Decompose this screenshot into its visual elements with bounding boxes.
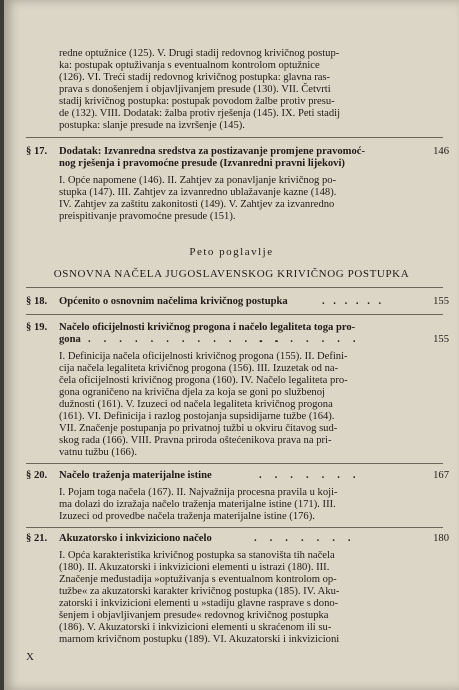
text-line: (161). VI. Definicija i razlog postojanja supsidijarne tužbe (164). bbox=[59, 411, 335, 422]
section-number: § 19. bbox=[26, 322, 48, 333]
section-title: nog rješenja i pravomoćne presude (Izvanredni pravni lijekovi) bbox=[59, 158, 345, 169]
page-number: 146 bbox=[433, 146, 449, 157]
text-line: de (132). VIII. Dodatak: žalba protiv rješenja (145). IX. Peti stadij bbox=[59, 108, 341, 119]
text-line: (180). II. Akuzatorski i inkvizicioni elementi u istrazi (180). III. bbox=[59, 562, 330, 573]
text-line: preispitivanje pravomoćne presude (151). bbox=[59, 211, 236, 222]
text-line: tužbe« za akuzatorski karakter krivičnog postupka (185). IV. Aku- bbox=[59, 586, 340, 597]
text-line: stupka (147). III. Zahtjev za izvanredno ublažavanje kazne (148). bbox=[59, 187, 337, 198]
text-line: (186). V. Akuzatorski i inkvizicioni elementi u skraćenom ili su- bbox=[59, 622, 332, 633]
text-line: skog rada (166). VIII. Pravna priroda oštećenikova prava na pri- bbox=[59, 435, 332, 446]
page-number: 167 bbox=[433, 470, 449, 481]
text-line: ka: postupak optuživanja s eventualnom kontrolom optužnice bbox=[59, 60, 320, 71]
section-title: Općenito o osnovnim načelima krivičnog postupka bbox=[59, 296, 288, 307]
leader-dots: . . . . . . bbox=[322, 296, 385, 307]
text-line: marnom krivičnom postupku (189). VI. Akuzatorski i inkvizicioni bbox=[59, 634, 340, 645]
folio: X bbox=[26, 651, 34, 663]
divider bbox=[26, 463, 443, 464]
divider bbox=[26, 314, 443, 315]
section-number: § 21. bbox=[26, 533, 48, 544]
text-line: I. Pojam toga načela (167). II. Najvažnija procesna pravila u koji- bbox=[59, 487, 338, 498]
text-line: prava s donošenjem i objavljivanjem presude (130). VII. Četvrti bbox=[59, 84, 331, 95]
text-line: stadij krivičnog postupka: postupak povodom žalbe protiv presu- bbox=[59, 96, 335, 107]
text-line: čela oficijelnosti krivičnog progona (160). IV. Načelo legaliteta pro- bbox=[59, 375, 348, 386]
text-line: vatnu tužbu (166). bbox=[59, 447, 137, 458]
section-number: § 18. bbox=[26, 296, 48, 307]
text-line: cija načela legaliteta krivičnog progona (156). III. Izuzetak od na- bbox=[59, 363, 339, 374]
text-line: I. Opće napomene (146). II. Zahtjev za ponavljanje krivičnog po- bbox=[59, 175, 337, 186]
section-number: § 20. bbox=[26, 470, 48, 481]
text-line: IV. Zahtjev za zaštitu zakonitosti (149). V. Zahtjev za izvanredno bbox=[59, 199, 335, 210]
page-number: 180 bbox=[433, 533, 449, 544]
text-line: dužnosti (161). V. Izuzeci od načela legaliteta krivičnog progona bbox=[59, 399, 333, 410]
text-line: VII. Značenje postupanja po privatnoj tužbi u okviru čitavog sud- bbox=[59, 423, 338, 434]
text-line: I. Definicija načela oficijelnosti krivičnog progona (155). II. Defini- bbox=[59, 351, 348, 362]
leader-dots: ....... bbox=[259, 334, 369, 345]
text-line: ma dolazi do izražaja načelo traženja materijalne istine (171). III. bbox=[59, 499, 336, 510]
divider bbox=[26, 287, 443, 288]
section-title: Akuzatorsko i inkviziciono načelo bbox=[59, 533, 212, 544]
chapter-label: Peto poglavlje bbox=[189, 246, 274, 258]
leader-dots: ....... bbox=[254, 533, 364, 544]
leader-dots: ............. bbox=[88, 334, 292, 345]
leader-dots: ....... bbox=[259, 470, 369, 481]
divider bbox=[26, 137, 443, 138]
section-title: Načelo oficijelnosti krivičnog progona i načelo legaliteta toga pro- bbox=[59, 322, 356, 333]
text-line: Izuzeci od provedbe načela traženja materijalne istine (176). bbox=[59, 511, 315, 522]
book-page bbox=[4, 0, 459, 690]
section-title: gona bbox=[59, 334, 81, 345]
divider bbox=[26, 527, 443, 528]
section-title: Dodatak: Izvanredna sredstva za postizavanje promjene pravomoć- bbox=[59, 146, 366, 157]
page-number: 155 bbox=[433, 334, 449, 345]
text-line: šenjem i objavljivanjem presude« redovnog krivičnog postupka bbox=[59, 610, 329, 621]
text-line: I. Opća karakteristika krivičnog postupka sa stanovišta tih načela bbox=[59, 550, 335, 561]
text-line: Značenje međustadija »optuživanja s eventualnom kontrolom op- bbox=[59, 574, 337, 585]
text-line: gona ograničeno na krivična djela za koja se goni po službenoj bbox=[59, 387, 325, 398]
text-line: zatorski i inkvizicioni elementi u »stadiju glavne rasprave s dono- bbox=[59, 598, 339, 609]
text-line: (126). VI. Treći stadij redovnog krivičnog postupka: glavna ras- bbox=[59, 72, 331, 83]
chapter-title: OSNOVNA NAČELA JUGOSLAVENSKOG KRIVIČNOG POSTUPKA bbox=[53, 268, 410, 280]
section-number: § 17. bbox=[26, 146, 48, 157]
page-number: 155 bbox=[433, 296, 449, 307]
section-title: Načelo traženja materijalne istine bbox=[59, 470, 212, 481]
text-line: postupka: slanje presude na izvršenje (145). bbox=[59, 120, 245, 131]
text-line: redne optužnice (125). V. Drugi stadij redovnog krivičnog postup- bbox=[59, 48, 340, 59]
